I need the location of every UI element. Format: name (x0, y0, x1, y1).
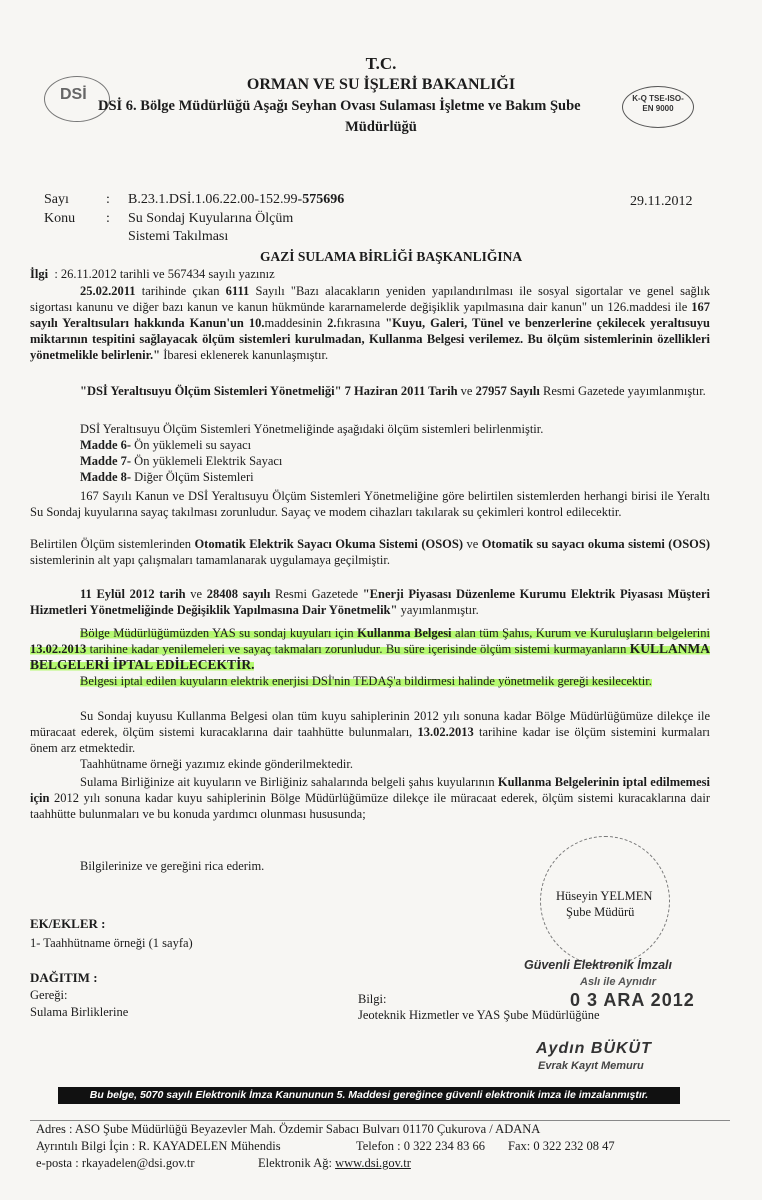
clerk-stamp-name: Aydın BÜKÜT (536, 1040, 652, 1057)
p6-number: 28408 sayılı (206, 587, 271, 601)
directorate-line2: Müdürlüğü (345, 119, 417, 135)
konu-colon: : (106, 211, 110, 226)
geregi-value: Sulama Birliklerine (30, 1005, 129, 1019)
paragraph-3: DSİ Yeraltısuyu Ölçüm Sistemleri Yönetmeliğinde aşağıdaki ölçüm sistemleri belirlenmiştir. (80, 422, 544, 436)
e-signature-notice: Bu belge, 5070 sayılı Elektronik İmza Kanununun 5. Maddesi gereğince güvenli elektronik imza ile imzalanmıştır. (58, 1087, 680, 1104)
madde-6 (30, 437, 710, 453)
p1-text-j: İbaresi eklenerek kanunlaşmıştır. (160, 348, 329, 362)
clerk-stamp-title: Evrak Kayıt Memuru (538, 1060, 644, 1072)
p6-text-f: yayımlanmıştır. (397, 603, 479, 617)
konu-line1: Su Sondaj Kuyularına Ölçüm (128, 211, 294, 226)
paragraph-8-highlighted (30, 673, 710, 689)
asli-ayni-stamp: Aslı ile Aynıdır (580, 976, 657, 988)
p1-law: 6111 (225, 284, 250, 298)
geregi-label: Gereği: (30, 988, 68, 1002)
sayi-value (128, 191, 344, 208)
logo-text: DSİ (60, 86, 87, 103)
p7-deadline: 13.02.2013 (30, 642, 87, 656)
m8-text: Diğer Ölçüm Sistemleri (131, 470, 254, 484)
p5-osos-electric: Otomatik Elektrik Sayacı Okuma Sistemi (OSOS) (194, 537, 464, 551)
footer-fax: Fax: 0 322 232 08 47 (508, 1139, 615, 1153)
footer-info: Ayrıntılı Bilgi İçin : R. KAYADELEN Mühendis (36, 1139, 281, 1153)
cert-stamp-text: K-Q TSE-ISO-EN 9000 (632, 94, 684, 113)
p2-text-d: Resmi Gazetede yayımlanmıştır. (539, 384, 706, 398)
madde-8 (30, 469, 710, 485)
p8-text: Belgesi iptal edilen kuyuların elektrik enerjisi DSİ'nin TEDAŞ'a bildirmesi halinde yönetmelik gereği kesilecektir. (80, 674, 652, 688)
p5-osos-water: Otomatik su sayacı okuma sistemi (OSOS) (481, 537, 710, 551)
p7-text-c: alan tüm Şahıs, Kurum ve Kuruluşların belgelerini (451, 626, 710, 640)
p1-text-d: Sayılı "Bazı alacakların yeniden yapılandırılması ile sosyal sigortalar ve genel sağlık sigortası kanunu ve diğer bazı kanun ve kanun hükmünde kararnamelerde değişiklik yapılmasına dair kanun" un 126.maddesi ile (30, 284, 710, 314)
p1-law-167: 167 sayılı Yeraltısuları hakkında Kanun'un 10. (30, 300, 710, 330)
ilgi-label: İlgi (30, 267, 49, 281)
footer-email: e-posta : rkayadelen@dsi.gov.tr (36, 1156, 195, 1170)
footer-web (258, 1155, 411, 1171)
p7-kullanma-belgesi: Kullanma Belgesi (357, 626, 452, 640)
paragraph-6 (30, 586, 710, 618)
p1-quote: "Kuyu, Galeri, Tünel ve benzerlerine çekilecek yeraltısuyu miktarının tespitini sağlayacak ölçüm sistemleri kurulmadan, Kullanma Belgesi verilemez. Bu ölçüm sistemlerinin özellikleri yönetmelikle belirlenir." (30, 316, 710, 362)
directorate-line1: DSİ 6. Bölge Müdürlüğü Aşağı Seyhan Ovası Sulaması İşletme ve Bakım Şube (98, 98, 581, 114)
m7-text: Ön yüklemeli Elektrik Sayacı (131, 454, 283, 468)
p2-number: 27957 Sayılı (475, 384, 540, 398)
date-stamp: 0 3 ARA 2012 (570, 990, 695, 1010)
m7-label: Madde 7- (80, 454, 132, 468)
p11-text-c: 2012 yılı sonuna kadar kuyu sahiplerinin Bölge Müdürlüğümüze dilekçe ile müracaat ederek, ölçüm sistemi kuracaklarına dair taahhütte bulunmaları ve bu konuda yardımcı olunması hususunda; (30, 791, 710, 821)
p1-text-h: fıkrasına (336, 316, 386, 330)
p7-text-e: tarihine kadar yenilemeleri ve sayaç takmaları zorunludur. Bu süre içerisinde ölçüm sistemi kurmayanların (86, 642, 630, 656)
p2-text-b: ve (457, 384, 476, 398)
bilgi-label: Bilgi: (358, 992, 387, 1006)
e-sign-stamp: Güvenli Elektronik İmzalı (524, 958, 672, 972)
p5-text-c: ve (463, 537, 482, 551)
paragraph-7-highlighted (30, 625, 710, 673)
m6-label: Madde 6- (80, 438, 132, 452)
madde-7 (30, 453, 710, 469)
sayi-label: Sayı (44, 192, 69, 207)
paragraph-5 (30, 536, 710, 568)
paragraph-10: Taahhütname örneği yazımız ekinde gönderilmektedir. (80, 757, 353, 771)
p9-text-a: Su Sondaj kuyusu Kullanma Belgesi olan tüm kuyu sahiplerinin 2012 yılı sonuna kadar Bölge Müdürlüğümüze dilekçe ile müracaat ederek, ölçüm sistemi kuracaklarına dair taahhütte bulunmaları, (30, 709, 710, 739)
attachments-label: EK/EKLER : (30, 916, 106, 931)
recipient: GAZİ SULAMA BİRLİĞİ BAŞKANLIĞINA (260, 249, 523, 264)
footer-phone: Telefon : 0 322 234 83 66 (356, 1139, 485, 1153)
paragraph-4: 167 Sayılı Kanun ve DSİ Yeraltısuyu Ölçüm Sistemleri Yönetmeliğine göre belirtilen sistemlerden herhangi birisi ile Yeraltı Su Sondaj kuyularına sayaç takılması zorunludur. Sayaç ve modem cihazları takılarak su çekimleri kontrol edilecektir. (30, 489, 710, 519)
p6-text-b: ve (185, 587, 207, 601)
p5-text-a: Belirtilen Ölçüm sistemlerinden (30, 537, 195, 551)
paragraph-12: Bilgilerinize ve gereğini rica ederim. (80, 859, 265, 873)
attachment-item: 1- Taahhütname örneği (1 sayfa) (30, 936, 193, 950)
p11-bold: Kullanma Belgelerinin iptal edilmemesi için (30, 775, 710, 805)
distribution-label: DAĞITIM : (30, 970, 98, 985)
p1-text-f: maddesinin (264, 316, 328, 330)
p5-text-e: sistemlerinin alt yapı çalışmaları tamamlanarak uygulamaya geçilmiştir. (30, 553, 390, 567)
p6-text-d: Resmi Gazetede (270, 587, 363, 601)
p7-text-a: Bölge Müdürlüğümüzden YAS su sondaj kuyuları için (80, 626, 358, 640)
footer-web-label: Elektronik Ağ: (258, 1156, 332, 1170)
paragraph-1 (30, 283, 710, 363)
sayi-number: 575696 (302, 192, 345, 207)
p1-date: 25.02.2011 (80, 284, 136, 298)
p6-regulation: "Enerji Piyasası Düzenleme Kurumu Elektrik Piyasası Müşteri Hizmetleri Yönetmeliğinde Değişiklik Yapılmasına Dair Yönetmelik" (30, 587, 710, 617)
p1-fikra: 2. (327, 316, 337, 330)
sayi-colon: : (106, 192, 110, 207)
footer-address: Adres : ASO Şube Müdürlüğü Beyazevler Mah. Özdemir Sabacı Bulvarı 01170 Çukurova / ADANA (36, 1122, 541, 1136)
m6-text: Ön yüklemeli su sayacı (131, 438, 252, 452)
p11-text-a: Sulama Birliğinize ait kuyuların ve Birliğiniz sahalarında belgeli şahıs kuyularının (80, 775, 498, 789)
bilgi-value: Jeoteknik Hizmetler ve YAS Şube Müdürlüğüne (358, 1008, 600, 1022)
tc-title: T.C. (365, 54, 397, 73)
paragraph-11 (30, 774, 710, 822)
konu-line2: Sistemi Takılması (128, 229, 229, 244)
p1-text-b: tarihinde çıkan (135, 284, 226, 298)
p6-date: 11 Eylül 2012 tarih (80, 587, 186, 601)
m8-label: Madde 8- (80, 470, 132, 484)
p7-warning: KULLANMA BELGELERİ İPTAL EDİLECEKTİR. (30, 641, 710, 672)
document-date: 29.11.2012 (630, 194, 693, 209)
p9-deadline: 13.02.2013 (417, 725, 474, 739)
signatory-name: Hüseyin YELMEN (556, 889, 653, 903)
paragraph-9 (30, 708, 710, 756)
ministry-title: ORMAN VE SU İŞLERİ BAKANLIĞI (246, 76, 516, 93)
signatory-title: Şube Müdürü (566, 905, 635, 919)
p2-regulation: "DSİ Yeraltısuyu Ölçüm Sistemleri Yönetmeliği" 7 Haziran 2011 Tarih (80, 384, 458, 398)
paragraph-2 (30, 383, 710, 399)
konu-label: Konu (44, 211, 76, 226)
footer-web-link[interactable]: www.dsi.gov.tr (335, 1156, 411, 1170)
ilgi (30, 266, 275, 282)
ilgi-text: : 26.11.2012 tarihli ve 567434 sayılı yazınız (54, 267, 275, 281)
p9-text-c: tarihine kadar ise ölçüm sistemini kurmaları önem arz etmektedir. (30, 725, 710, 755)
sayi-value-text: B.23.1.DSİ.1.06.22.00-152.99- (128, 192, 303, 207)
